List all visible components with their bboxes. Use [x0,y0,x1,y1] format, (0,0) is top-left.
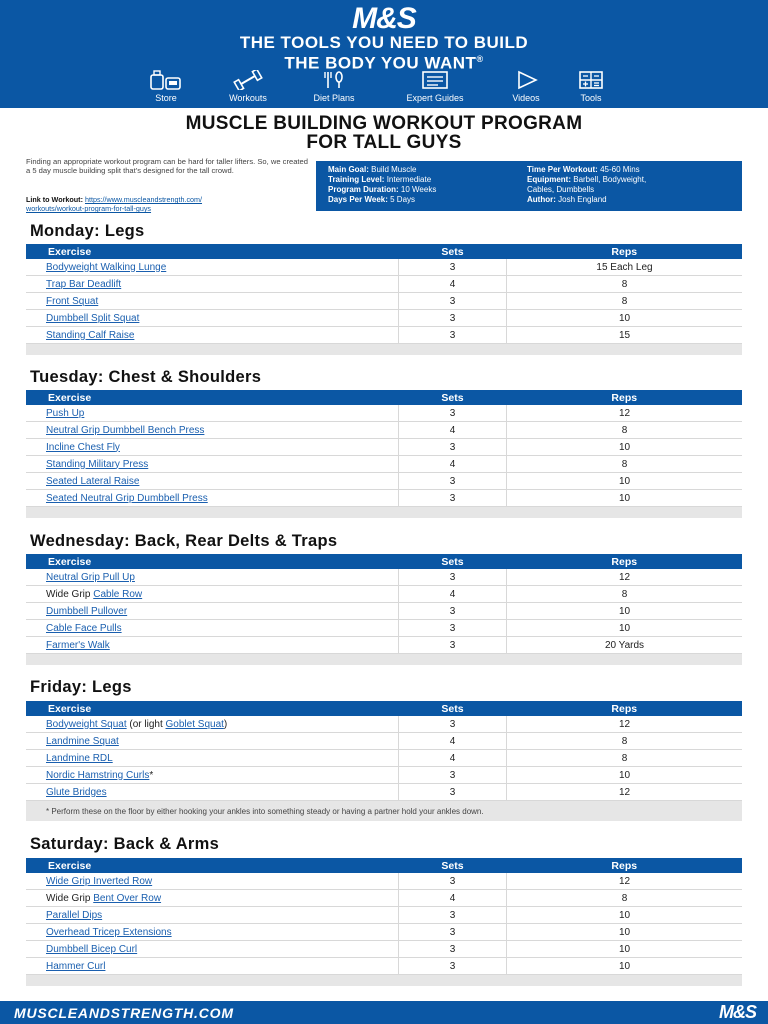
reps-cell: 10 [507,473,743,490]
sets-cell: 3 [399,784,507,801]
tagline-line2: THE BODY YOU WANT [284,53,477,73]
sets-cell: 4 [399,586,507,603]
reps-cell: 10 [507,924,743,941]
reps-cell: 12 [507,716,743,733]
guide-icon [418,70,452,90]
exercise-link[interactable]: Seated Neutral Grip Dumbbell Press [46,492,208,504]
exercise-link[interactable]: Neutral Grip Pull Up [46,571,135,583]
play-icon [509,70,543,90]
main-goal-label: Main Goal: [328,165,369,174]
exercise-link[interactable]: Standing Calf Raise [46,329,135,341]
workout-table-wednesday [26,554,742,665]
col-reps: Reps [507,701,743,716]
col-reps: Reps [507,554,743,569]
exercise-link[interactable]: Bodyweight Squat [46,718,127,730]
site-footer [0,1001,768,1024]
reps-cell: 8 [507,293,743,310]
exercise-link[interactable]: Cable Face Pulls [46,622,122,634]
reps-cell: 8 [507,422,743,439]
table-footnote [26,801,742,822]
table-row [26,439,742,456]
exercise-link[interactable]: Neutral Grip Dumbbell Bench Press [46,424,205,436]
program-summary-box [316,161,742,211]
exercise-link[interactable]: Wide Grip Inverted Row [46,875,153,887]
table-footer [26,344,742,356]
exercise-link[interactable]: Goblet Squat [165,718,224,730]
tagline-line1: THE TOOLS YOU NEED TO BUILD [239,33,529,52]
main-goal-value: Build Muscle [371,165,417,174]
table-row [26,750,742,767]
table-header [26,390,742,405]
workout-link-line2[interactable]: workouts/workout-program-for-tall-guys [26,204,152,213]
table-row [26,958,742,975]
exercise-link[interactable]: Parallel Dips [46,909,103,921]
nav-videos-label: Videos [512,93,540,103]
exercise-link[interactable]: Dumbbell Bicep Curl [46,943,138,955]
reps-cell: 10 [507,439,743,456]
sets-cell: 3 [399,958,507,975]
sets-cell: 3 [399,310,507,327]
exercise-link[interactable]: Dumbbell Split Squat [46,312,140,324]
exercise-link[interactable]: Front Squat [46,295,99,307]
training-level-value: Intermediate [386,175,432,184]
table-header [26,244,742,259]
exercise-link[interactable]: Standing Military Press [46,458,149,470]
workout-table-saturday [26,858,742,986]
col-sets: Sets [399,554,507,569]
reps-cell: 10 [507,310,743,327]
workout-link-block [26,195,308,213]
exercise-link[interactable]: Bodyweight Walking Lunge [46,261,167,273]
exercise-link[interactable]: Farmer's Walk [46,639,110,651]
table-row [26,456,742,473]
col-reps: Reps [507,858,743,873]
main-nav [0,70,768,104]
author-value: Josh England [558,195,607,204]
table-row [26,586,742,603]
time-per-workout-label: Time Per Workout: [527,165,598,174]
table-row [26,873,742,890]
exercise-link[interactable]: Overhead Tricep Extensions [46,926,172,938]
nav-tools-label: Tools [580,93,602,103]
reps-cell: 15 [507,327,743,344]
table-row [26,405,742,422]
reps-cell: 12 [507,405,743,422]
table-row [26,784,742,801]
equipment-label: Equipment: [527,175,571,184]
reps-cell: 10 [507,620,743,637]
diet-plans-icon [317,70,351,90]
reps-cell: 10 [507,767,743,784]
sets-cell: 4 [399,750,507,767]
workout-link-line1[interactable]: https://www.muscleandstrength.com/ [84,195,203,204]
training-level-label: Training Level: [328,175,385,184]
exercise-link[interactable]: Incline Chest Fly [46,441,120,453]
nav-tools[interactable] [551,70,631,103]
sets-cell: 3 [399,637,507,654]
sets-cell: 3 [399,327,507,344]
day-heading-tuesday: Tuesday: Chest & Shoulders [30,368,262,386]
sets-cell: 3 [399,293,507,310]
reps-cell: 8 [507,456,743,473]
reps-cell: 10 [507,941,743,958]
workout-link-label: Link to Workout: [26,195,83,204]
col-exercise: Exercise [26,390,399,405]
reps-cell: 15 Each Leg [507,259,743,276]
col-sets: Sets [399,244,507,259]
col-exercise: Exercise [26,701,399,716]
col-sets: Sets [399,701,507,716]
summary-left-column [328,165,436,205]
table-row [26,490,742,507]
exercise-link[interactable]: Landmine Squat [46,735,119,747]
exercise-text: (or light [126,718,166,730]
exercise-link[interactable]: Glute Bridges [46,786,107,798]
days-per-week-value: 5 Days [390,195,416,204]
reps-cell: 12 [507,873,743,890]
sets-cell: 3 [399,569,507,586]
workout-table-monday [26,244,742,355]
exercise-link[interactable]: Push Up [46,407,85,419]
exercise-prefix: Wide Grip [46,588,94,600]
reps-cell: 10 [507,958,743,975]
table-row [26,603,742,620]
program-duration-value: 10 Weeks [400,185,437,194]
reps-cell: 8 [507,750,743,767]
dumbbell-icon [231,70,265,90]
site-header [0,0,768,108]
exercise-prefix: Wide Grip [46,892,94,904]
page-title-line2: FOR TALL GUYS [306,132,462,153]
sets-cell: 3 [399,405,507,422]
footnote-marker: * [149,769,154,781]
exercise-link[interactable]: Trap Bar Deadlift [46,278,122,290]
col-reps: Reps [507,390,743,405]
workout-table-tuesday [26,390,742,518]
table-footer [26,507,742,519]
nav-diet-plans-label: Diet Plans [313,93,355,103]
table-row [26,310,742,327]
equipment-value-line2: Cables, Dumbbells [527,185,595,194]
table-header [26,858,742,873]
reps-cell: 8 [507,276,743,293]
sets-cell: 3 [399,767,507,784]
reps-cell: 10 [507,490,743,507]
program-duration-label: Program Duration: [328,185,399,194]
table-row [26,276,742,293]
exercise-link[interactable]: Dumbbell Pullover [46,605,128,617]
sets-cell: 4 [399,733,507,750]
table-footer [26,654,742,666]
sets-cell: 3 [399,259,507,276]
reps-cell: 8 [507,733,743,750]
exercise-link[interactable]: Seated Lateral Raise [46,475,140,487]
table-row [26,924,742,941]
table-header [26,554,742,569]
sets-cell: 3 [399,620,507,637]
day-heading-monday: Monday: Legs [30,222,145,240]
table-row [26,259,742,276]
table-row [26,422,742,439]
nav-store[interactable] [126,70,206,103]
col-exercise: Exercise [26,554,399,569]
nav-expert-guides[interactable] [395,70,475,103]
table-row [26,907,742,924]
exercise-link[interactable]: Cable Row [93,588,143,600]
brand-logo[interactable]: M&S [352,2,416,35]
table-footer [26,975,742,987]
footer-site-link[interactable]: MUSCLEANDSTRENGTH.COM [14,1005,234,1021]
col-sets: Sets [399,858,507,873]
col-exercise: Exercise [26,244,399,259]
page-title [0,114,768,152]
reps-cell: 12 [507,569,743,586]
sets-cell: 4 [399,276,507,293]
table-row [26,767,742,784]
exercise-link[interactable]: Bent Over Row [93,892,162,904]
table-row [26,293,742,310]
footer-logo[interactable]: M&S [719,1002,756,1022]
reps-cell: 20 Yards [507,637,743,654]
sets-cell: 3 [399,439,507,456]
sets-cell: 4 [399,422,507,439]
sets-cell: 3 [399,924,507,941]
col-sets: Sets [399,390,507,405]
sets-cell: 3 [399,873,507,890]
sets-cell: 3 [399,907,507,924]
calculator-icon [574,70,608,90]
nav-workouts-label: Workouts [229,93,267,103]
exercise-link[interactable]: Nordic Hamstring Curls [46,769,150,781]
sets-cell: 3 [399,490,507,507]
days-per-week-label: Days Per Week: [328,195,388,204]
equipment-value-line1: Barbell, Bodyweight, [573,175,647,184]
nav-diet-plans[interactable] [294,70,374,103]
exercise-link[interactable]: Hammer Curl [46,960,106,972]
footnote-text: * Perform these on the floor by either hooking your ankles into something steady or having a partner hold your ankles down. [26,801,742,822]
author-label: Author: [527,195,556,204]
table-row [26,941,742,958]
table-row [26,890,742,907]
workout-table-friday [26,701,742,821]
reps-cell: 8 [507,586,743,603]
time-per-workout-value: 45-60 Mins [600,165,640,174]
exercise-text: ) [223,718,228,730]
table-row [26,637,742,654]
nav-store-label: Store [155,93,177,103]
tagline [0,34,768,72]
reps-cell: 12 [507,784,743,801]
table-row [26,473,742,490]
nav-expert-guides-label: Expert Guides [406,93,464,103]
sets-cell: 3 [399,603,507,620]
reps-cell: 10 [507,907,743,924]
intro-text: Finding an appropriate workout program can be hard for taller lifters. So, we created a 5 day muscle building split that's designed for the tall crowd. [26,157,308,175]
table-row [26,327,742,344]
table-header [26,701,742,716]
day-heading-saturday: Saturday: Back & Arms [30,835,220,853]
sets-cell: 4 [399,456,507,473]
table-row [26,716,742,733]
trademark: ® [476,54,484,64]
store-icon [149,70,183,90]
sets-cell: 3 [399,473,507,490]
table-row [26,569,742,586]
summary-right-column [527,165,646,205]
exercise-link[interactable]: Landmine RDL [46,752,113,764]
sets-cell: 3 [399,716,507,733]
day-heading-friday: Friday: Legs [30,678,132,696]
nav-workouts[interactable] [208,70,288,103]
reps-cell: 8 [507,890,743,907]
reps-cell: 10 [507,603,743,620]
col-exercise: Exercise [26,858,399,873]
day-heading-wednesday: Wednesday: Back, Rear Delts & Traps [30,532,338,550]
col-reps: Reps [507,244,743,259]
table-row [26,733,742,750]
sets-cell: 4 [399,890,507,907]
table-row [26,620,742,637]
page-title-line1: MUSCLE BUILDING WORKOUT PROGRAM [185,113,583,134]
sets-cell: 3 [399,941,507,958]
